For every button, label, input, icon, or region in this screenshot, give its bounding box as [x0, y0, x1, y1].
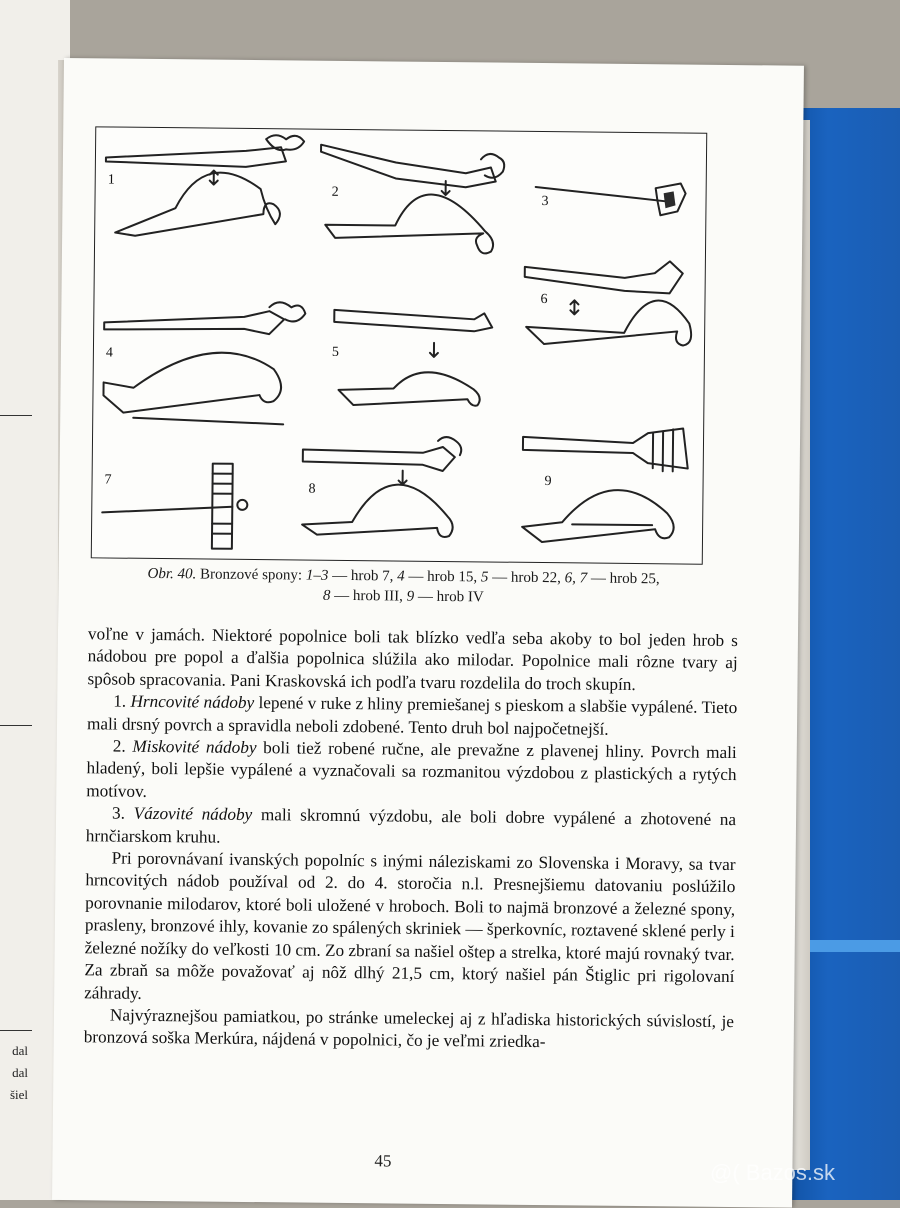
left-page-fragment: dal: [12, 1065, 28, 1080]
figure-number-7: 7: [104, 472, 112, 488]
emphasis: Vázovité nádoby: [133, 804, 253, 825]
paragraph: [86, 735, 737, 809]
emphasis: Hrncovité nádoby: [130, 691, 255, 713]
caption-ref: 5: [480, 569, 489, 586]
caption-grave: — hrob 15,: [408, 568, 478, 586]
figure-number-2: 2: [331, 184, 339, 200]
caption-ref: 1–3: [305, 567, 329, 584]
paragraph: Najvýraznejšou pamiatkou, po stránke umeleckej aj z hľadiska historických súvislostí, je bronzová soška Merkúra, nájdená v popolnici, čo je veľmi zriedka-: [83, 1005, 735, 1052]
body-text: [84, 623, 738, 1056]
figure-number-5: 5: [331, 344, 340, 360]
list-number: 1.: [113, 691, 127, 711]
left-page-rule: [0, 725, 32, 726]
brooch-4: [103, 300, 305, 424]
brooch-5: [333, 310, 492, 407]
paragraph: [87, 690, 737, 742]
caption-ref: 6, 7: [564, 570, 588, 587]
figure-number-9: 9: [544, 474, 552, 490]
paragraph: voľne v jamách. Niektoré popolnice boli tak blízko vedľa seba akoby to bol jeden hrob s nádobou pre popol a ďalšia popolnica slúžila ako milodar. Popolnice mali rôzne tvary aj spôsob spracovania. Pani Kraskovská ich podľa tvaru rozdelila do troch skupín.: [87, 624, 739, 694]
list-number: 3.: [111, 803, 126, 823]
book-page: [52, 58, 804, 1208]
caption-ref: 9: [406, 588, 415, 605]
brooch-8: [302, 436, 461, 538]
caption-label: Obr. 40.: [147, 565, 197, 583]
figure-number-6: 6: [540, 292, 548, 308]
figure-caption: [78, 563, 728, 610]
caption-ref: 4: [397, 568, 405, 585]
caption-ref: 8: [322, 587, 331, 604]
brooch-illustration: [92, 127, 706, 563]
emphasis: Miskovité nádoby: [132, 736, 257, 758]
watermark: @( Bazos.sk: [710, 1160, 836, 1185]
paragraph: [86, 803, 736, 855]
figure-number-4: 4: [105, 345, 113, 361]
caption-grave: — hrob 22,: [492, 569, 561, 587]
paragraph-text: lepené v ruke z hliny premiešanej s pieskom a slabšie vypálené. Tieto mali drsný povrch a spravidla neboli zdobené. Tento druh bol najpočetnejší.: [86, 693, 738, 739]
figure-number-3: 3: [541, 194, 549, 210]
figure-number-1: 1: [107, 172, 115, 188]
caption-grave: — hrob 7,: [332, 567, 394, 585]
page-number: 45: [374, 1151, 392, 1171]
brooch-1: [105, 133, 304, 237]
caption-text: Bronzové spony:: [199, 566, 303, 584]
figure-number-8: 8: [308, 481, 316, 497]
brooch-3: [535, 182, 685, 216]
brooch-9-bar: [523, 427, 688, 472]
caption-grave: — hrob IV: [417, 588, 484, 606]
figure-brooches: [91, 126, 707, 564]
left-page-fragment: dal: [12, 1043, 28, 1058]
list-number: 2.: [112, 736, 126, 756]
brooch-2: [320, 145, 504, 254]
left-page-fragment: šiel: [9, 1087, 28, 1102]
paragraph-text: mali skromnú výzdobu, ale boli dobre vypálené a zhotovené na hrnčiarskom kruhu.: [85, 805, 737, 847]
left-page-rule: [0, 1030, 32, 1031]
brooch-9: [522, 489, 674, 543]
caption-grave: — hrob 25,: [590, 570, 660, 588]
cover-stripe: [800, 940, 900, 952]
paragraph: Pri porovnávaní ivanských popolníc s inými náleziskami zo Slovenska i Moravy, sa tvar hrncovitých nádob používal od 2. do 4. storočia n.l. Presnejšiemu datovaniu poslúžilo porovnanie milodarov, ktoré boli uložené v hroboch. Boli to najmä bronzové a železné spony, prasleny, bronzové ihly, kovanie zo spálených skriniek — šperkovníc, roztavené sklené perly i železné nožíky do veľkosti 10 cm. Zo zbraní sa našiel oštep a strelka, ktoré majú rovnaký tvar. Za zbraň sa môže považovať aj nôž dlhý 21,5 cm, ktorý našiel pán Štiglic pri rigolovaní záhrady.: [84, 848, 736, 1003]
left-page-rule: [0, 415, 32, 416]
caption-grave: — hrob III,: [334, 587, 404, 605]
brooch-6: [524, 260, 692, 346]
paragraph-text: boli tiež robené ručne, ale prevažne z plavenej hliny. Povrch mali hladený, boli lepšie vypálené a vyznačovali sa rozmanitou výzdobou z plastických a rytých motívov.: [86, 738, 737, 801]
brooch-7: [102, 462, 248, 549]
